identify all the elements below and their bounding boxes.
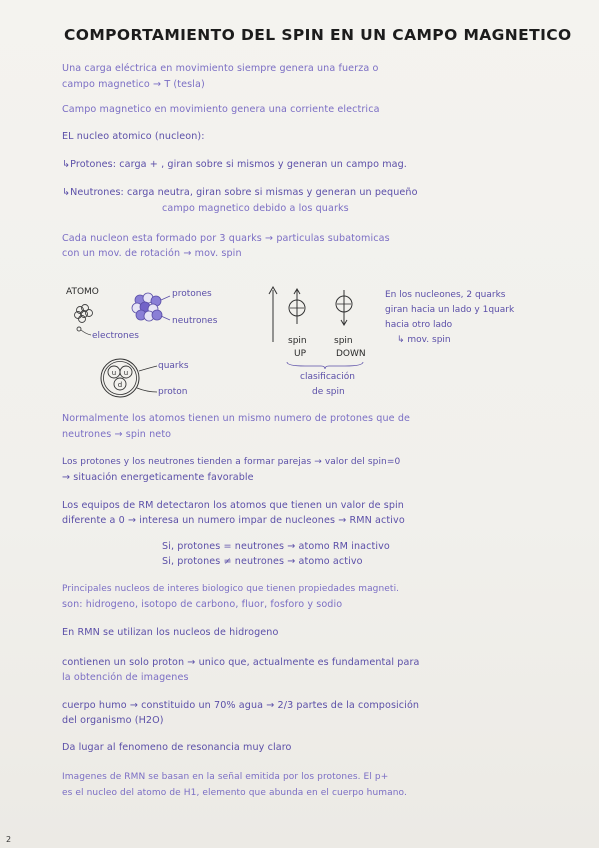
label-spin-up-a: spin [288, 336, 307, 346]
note-line-a: En los nucleones, 2 quarks [385, 290, 506, 300]
electron-orbit-icon [76, 326, 92, 338]
label-proton: proton [158, 387, 188, 397]
text-line-p15: Da lugar al fenomeno de resonancia muy claro [62, 742, 292, 753]
text-line-p9b: diferente a 0 → interesa un numero impar de nucleones → RMN activo [62, 515, 405, 526]
text-line-p13b: la obtención de imagenes [62, 672, 189, 683]
label-electrones: electrones [92, 331, 139, 341]
label-spin-up-b: UP [294, 349, 307, 359]
label-spin-down-b: DOWN [336, 349, 366, 359]
nucleus-cluster-icon [128, 292, 170, 326]
text-line-p8b: → situación energeticamente favorable [62, 472, 254, 483]
text-line-p7a: Normalmente los atomos tienen un mismo numero de protones que de [62, 413, 411, 424]
text-line-p14b: del organismo (H2O) [62, 715, 164, 726]
text-line-p11a: Principales nucleos de interes biologico que tienen propiedades magneti. [62, 584, 400, 594]
label-neutrones: neutrones [172, 316, 218, 326]
label-atomo: ATOMO [66, 287, 99, 297]
label-quarks: quarks [158, 361, 189, 371]
page-number: 2 [6, 835, 12, 844]
text-line-p11b: son: hidrogeno, isotopo de carbono, fluor, fosforo y sodio [62, 599, 343, 610]
text-line-p12: En RMN se utilizan los nucleos de hidrogeno [62, 627, 279, 638]
text-line-p4: ↳Protones: carga + , giran sobre si mismos y generan un campo mag. [62, 159, 407, 170]
text-line-p10a: Si, protones = neutrones → atomo RM inactivo [162, 541, 390, 552]
text-line-p2: Campo magnetico en movimiento genera una corriente electrica [62, 104, 380, 115]
note-line-d: ↳ mov. spin [397, 335, 451, 345]
note-line-b: giran hacia un lado y 1quark [385, 305, 515, 315]
text-line-p5b: campo magnetico debido a los quarks [162, 203, 349, 214]
proton-quarks-icon [95, 356, 165, 402]
spin-arrows-icon [268, 284, 368, 346]
clasificacion-brace [285, 361, 365, 369]
quark-d-label: d [117, 381, 123, 389]
label-protones: protones [172, 289, 212, 299]
text-line-p6a: Cada nucleon esta formado por 3 quarks → particulas subatomicas [62, 233, 390, 244]
label-clasificacion-a: clasificación [300, 372, 355, 382]
text-line-p8a: Los protones y los neutrones tienden a formar parejas → valor del spin=0 [62, 457, 401, 467]
quark-u-label-1: u [111, 369, 117, 377]
text-line-p6b: con un mov. de rotación → mov. spin [62, 248, 242, 259]
note-line-c: hacia otro lado [385, 320, 453, 330]
text-line-p7b: neutrones → spin neto [62, 429, 172, 440]
text-line-p13a: contienen un solo proton → unico que, actualmente es fundamental para [62, 657, 420, 668]
text-line-p1a: Una carga eléctrica en movimiento siempre genera una fuerza o [62, 63, 379, 74]
text-line-p16b: es el nucleo del atomo de H1, elemento que abunda en el cuerpo humano. [62, 788, 407, 798]
text-line-p16a: Imagenes de RMN se basan en la señal emitida por los protones. El p+ [62, 772, 389, 782]
label-clasificacion-b: de spin [312, 387, 345, 397]
quark-u-label-2: u [123, 369, 129, 377]
text-line-p3: EL nucleo atomico (nucleon): [62, 131, 205, 142]
label-spin-down-a: spin [334, 336, 353, 346]
text-line-p1b: campo magnetico → T (tesla) [62, 79, 205, 90]
text-line-p14a: cuerpo humo → constituido un 70% agua → 2/3 partes de la composición [62, 700, 420, 711]
text-line-p10b: Si, protones ≠ neutrones → atomo activo [162, 556, 363, 567]
text-line-p9a: Los equipos de RM detectaron los atomos que tienen un valor de spin [62, 500, 404, 511]
text-line-p5a: ↳Neutrones: carga neutra, giran sobre si mismas y generan un pequeño [62, 187, 418, 198]
page-title: COMPORTAMIENTO DEL SPIN EN UN CAMPO MAGNETICO [64, 26, 572, 44]
